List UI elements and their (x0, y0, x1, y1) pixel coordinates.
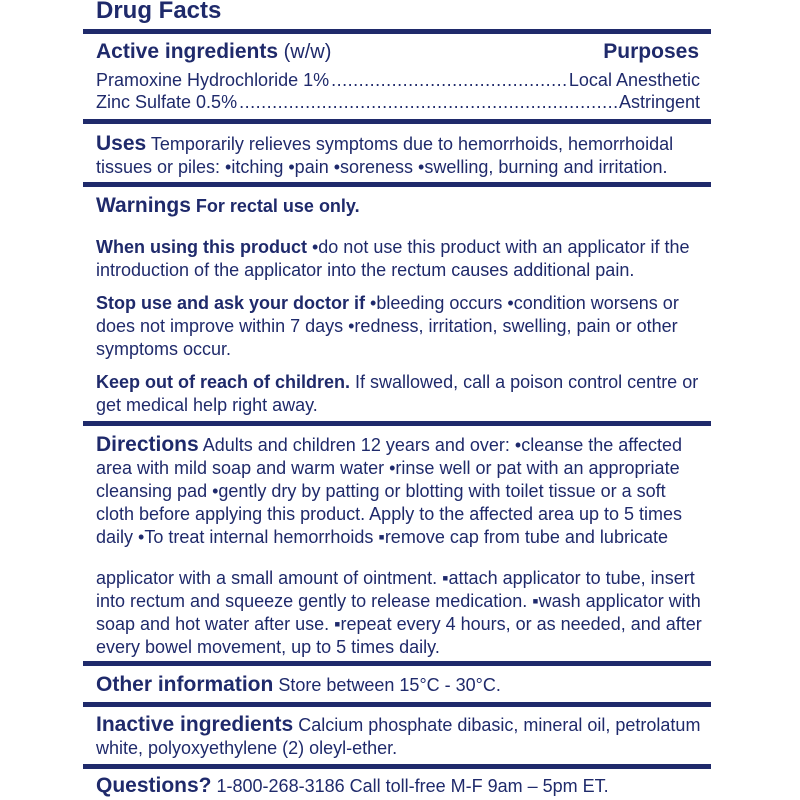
ingredient-row (96, 91, 700, 113)
questions-line (96, 775, 609, 797)
keep-out-paragraph (96, 371, 706, 417)
ingredient-row (96, 69, 700, 91)
ingredient-purpose: Local Anesthetic (568, 70, 700, 90)
warnings-heading: Warnings (96, 194, 191, 217)
when-using-text: •do not use this product with an applicator if the introduction of the applicator into the rectum causes additional pain. (96, 237, 690, 280)
ingredient-purpose: Astringent (618, 92, 700, 112)
other-information-text: Store between 15°C - 30°C. (273, 675, 501, 695)
warnings-subhead: For rectal use only. (190, 196, 360, 216)
warnings-header (96, 195, 360, 217)
questions-heading: Questions? (96, 774, 212, 797)
directions-heading: Directions (96, 433, 199, 456)
active-ingredients-header (96, 41, 331, 63)
questions-text: 1-800-268-3186 Call toll-free M-F 9am – 5pm ET. (211, 776, 609, 796)
leader-dots (239, 91, 617, 113)
when-using-heading: When using this product (96, 237, 307, 257)
directions-paragraph-1 (96, 433, 706, 549)
title-rule (83, 29, 711, 34)
keep-out-heading: Keep out of reach of children. (96, 372, 351, 392)
leader-dots (331, 69, 567, 91)
section-rule (83, 421, 711, 426)
uses-line-2: tissues or piles: •itching •pain •soreness •swelling, burning and irritation. (96, 157, 668, 177)
other-information-heading: Other information (96, 673, 274, 696)
when-using-paragraph (96, 236, 706, 282)
purposes-heading: Purposes (603, 40, 699, 63)
directions-text-1: Adults and children 12 years and over: •cleanse the affected area with mild soap and warm water •rinse well or pat with an appropriate cleansing pad •gently dry by patting or blotting with toilet tissue or a soft cloth before applying this product. Apply to the affected area up to 5 times daily •To treat internal hemorrhoids ▪remove cap from tube and lubricate (96, 435, 683, 547)
stop-use-heading: Stop use and ask your doctor if (96, 293, 366, 313)
section-rule (83, 119, 711, 124)
uses-line-1 (96, 133, 673, 155)
uses-heading: Uses (96, 132, 147, 155)
uses-text-1: Temporarily relieves symptoms due to hemorrhoids, hemorrhoidal (146, 134, 674, 154)
drug-facts-title: Drug Facts (96, 0, 222, 24)
section-rule (83, 702, 711, 707)
section-rule (83, 661, 711, 666)
section-rule (83, 764, 711, 769)
inactive-ingredients-paragraph (96, 713, 706, 760)
stop-use-paragraph (96, 292, 706, 361)
keep-out-text: If swallowed, call a poison control centre or get medical help right away. (96, 372, 699, 415)
section-rule (83, 182, 711, 187)
active-ingredients-heading: Active ingredients (96, 40, 279, 63)
inactive-ingredients-heading: Inactive ingredients (96, 713, 294, 736)
ingredient-name: Zinc Sulfate 0.5% (96, 92, 238, 112)
directions-paragraph-2: applicator with a small amount of ointment. ▪attach applicator to tube, insert into rectum and squeeze gently to release medication. ▪wash applicator with soap and hot water after use. ▪repeat every 4 hours, or as needed, and after every bowel movement, up to 5 times daily. (96, 568, 702, 657)
ingredient-name: Pramoxine Hydrochloride 1% (96, 70, 330, 90)
stop-use-text: •bleeding occurs •condition worsens or does not improve within 7 days •redness, irritation, swelling, pain or other symptoms occur. (96, 293, 679, 359)
drug-facts-panel (83, 0, 711, 800)
active-ingredients-suffix: (w/w) (278, 41, 332, 63)
inactive-ingredients-text: Calcium phosphate dibasic, mineral oil, petrolatum white, polyoxyethylene (2) oleyl-ether. (96, 715, 701, 758)
other-information (96, 674, 501, 696)
